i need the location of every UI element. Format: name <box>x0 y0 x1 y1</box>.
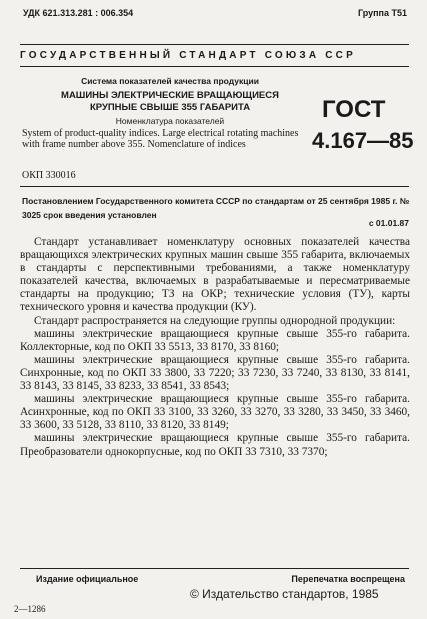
okp-code: ОКП 330016 <box>22 170 76 181</box>
copyright-notice: © Издательство стандартов, 1985 <box>190 587 379 601</box>
print-code: 2—1286 <box>14 604 46 614</box>
nomenclature-line: Номенклатура показателей <box>115 116 225 126</box>
decree-text: Постановлением Государственного комитета СССР по стандартам от 25 сентября 1985 г. № 3025 срок введения установлен <box>22 196 410 220</box>
body-paragraph: машины электрические вращающиеся крупные свыше 355-го габарита. Синхронные, код по ОКП 33 3800, 33 7220; 33 7230, 33 7240, 33 8130, 33 8141, 33 8143, 33 8145, 33 8233, 33 8541, 33 8543; <box>20 353 410 393</box>
title-line-2: КРУПНЫЕ СВЫШЕ 355 ГАБАРИТА <box>89 102 251 113</box>
body-paragraph: машины электрические вращающиеся крупные свыше 355-го габарита. Асинхронные, код по ОКП 33 3100, 33 3260, 33 3270, 33 3280, 33 3450, 33 3460, 33 3600, 33 5128, 33 8110, 33 8120, 33 8149; <box>20 393 410 432</box>
footer-rule <box>20 568 409 569</box>
body-paragraph: Стандарт устанавливает номенклатуру основных показателей качества вращающихся электрических крупных машин свыше 355 габарита, включаемых в стандарты с перспективными требованиями, а также номенклатуру показателей качества, включаемых в разрабатываемые и пересматриваемые стандарты на продукцию; ТЗ на ОКР; технические условия (ТУ), карты технического уровня и качества продукции (КУ). <box>20 236 410 314</box>
effective-date: с 01.01.87 <box>368 218 409 228</box>
english-title: System of product-quality indices. Large electrical rotating machines with frame number above 355. Nomenclature of indices <box>22 128 299 150</box>
gost-number: 4.167—85 <box>312 128 414 153</box>
title-line-1: МАШИНЫ ЭЛЕКТРИЧЕСКИЕ ВРАЩАЮЩИЕСЯ <box>61 90 279 101</box>
reprint-prohibited: Перепечатка воспрещена <box>291 574 405 584</box>
heading-rule <box>20 66 409 67</box>
body-paragraph: машины электрические вращающиеся крупные свыше 355-го габарита. Преобразователи однокорпусные, код по ОКП 33 7310, 33 7370; <box>20 432 410 458</box>
top-rule <box>20 44 409 45</box>
okp-rule <box>20 186 409 187</box>
gost-label: ГОСТ <box>322 96 386 123</box>
system-line: Система показателей качества продукции <box>81 76 259 86</box>
udk-code: УДК 621.313.281 : 006.354 <box>23 8 134 18</box>
body-paragraph: машины электрические вращающиеся крупные свыше 355-го габарита. Коллекторные, код по ОКП 33 5513, 33 8170, 33 8160; <box>20 327 410 353</box>
body-text <box>20 236 410 459</box>
state-standard-heading: ГОСУДАРСТВЕННЫЙ СТАНДАРТ СОЮЗА ССР <box>20 50 356 61</box>
body-paragraph: Стандарт распространяется на следующие группы однородной продукции: <box>34 314 396 327</box>
official-edition: Издание официальное <box>36 574 139 584</box>
group-code: Группа Т51 <box>357 8 407 18</box>
